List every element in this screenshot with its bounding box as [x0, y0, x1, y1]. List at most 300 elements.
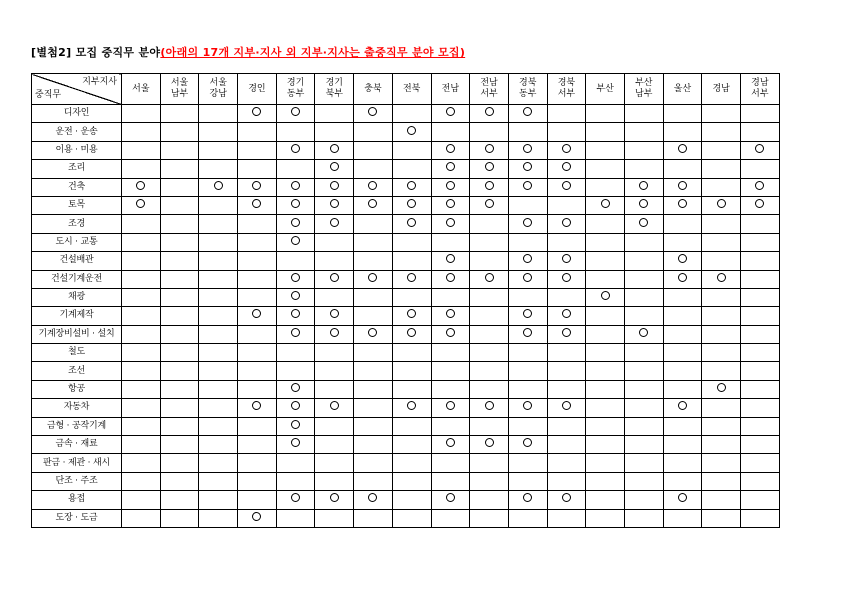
circle-mark-icon — [755, 199, 764, 208]
table-cell — [392, 344, 431, 362]
circle-mark-icon — [407, 328, 416, 337]
table-cell — [392, 454, 431, 472]
table-cell — [586, 399, 625, 417]
table-row — [32, 215, 780, 233]
table-cell — [199, 454, 238, 472]
table-cell — [741, 252, 780, 270]
table-cell — [508, 288, 547, 306]
circle-mark-icon — [291, 309, 300, 318]
table-row — [32, 178, 780, 196]
row-label: 도시 · 교통 — [32, 233, 122, 251]
table-cell — [199, 307, 238, 325]
column-header-label: 전남 — [480, 78, 498, 88]
circle-mark-icon — [485, 199, 494, 208]
table-cell — [276, 307, 315, 325]
column-header — [354, 74, 393, 105]
row-label: 토목 — [32, 196, 122, 214]
table-cell — [315, 362, 354, 380]
table-cell — [431, 233, 470, 251]
table-cell — [624, 417, 663, 435]
circle-mark-icon — [562, 254, 571, 263]
table-cell — [508, 252, 547, 270]
table-cell — [199, 215, 238, 233]
table-cell — [431, 436, 470, 454]
table-cell — [238, 436, 277, 454]
table-cell — [547, 417, 586, 435]
table-cell — [199, 380, 238, 398]
column-header — [741, 74, 780, 105]
table-cell — [741, 472, 780, 490]
table-cell — [431, 123, 470, 141]
circle-mark-icon — [523, 162, 532, 171]
table-cell — [431, 362, 470, 380]
table-cell — [354, 454, 393, 472]
table-cell — [238, 307, 277, 325]
table-cell — [586, 472, 625, 490]
table-cell — [160, 160, 199, 178]
table-cell — [508, 436, 547, 454]
column-header-label: 전북 — [402, 83, 421, 94]
table-cell — [354, 509, 393, 527]
circle-mark-icon — [291, 401, 300, 410]
table-cell — [470, 380, 509, 398]
table-cell — [276, 105, 315, 123]
table-cell — [122, 178, 161, 196]
table-cell — [624, 436, 663, 454]
table-cell — [276, 215, 315, 233]
table-cell — [315, 491, 354, 509]
table-cell — [315, 417, 354, 435]
circle-mark-icon — [446, 162, 455, 171]
table-cell — [431, 417, 470, 435]
table-cell — [238, 399, 277, 417]
table-cell — [741, 123, 780, 141]
circle-mark-icon — [368, 328, 377, 337]
table-cell — [160, 344, 199, 362]
table-cell — [431, 472, 470, 490]
table-cell — [470, 178, 509, 196]
table-cell — [741, 233, 780, 251]
table-cell — [663, 380, 702, 398]
circle-mark-icon — [330, 162, 339, 171]
table-cell — [160, 325, 199, 343]
table-cell — [547, 123, 586, 141]
table-row — [32, 472, 780, 490]
circle-mark-icon — [252, 401, 261, 410]
circle-mark-icon — [485, 144, 494, 153]
table-cell — [624, 270, 663, 288]
table-cell — [702, 141, 741, 159]
table-cell — [354, 105, 393, 123]
column-header-label: 경기 — [325, 78, 343, 88]
table-cell — [315, 233, 354, 251]
table-cell — [508, 270, 547, 288]
table-cell — [199, 491, 238, 509]
table-cell — [238, 380, 277, 398]
column-header — [702, 74, 741, 105]
table-cell — [354, 344, 393, 362]
table-cell — [702, 105, 741, 123]
table-cell — [741, 399, 780, 417]
table-cell — [122, 436, 161, 454]
table-cell — [624, 509, 663, 527]
table-cell — [663, 509, 702, 527]
table-cell — [354, 472, 393, 490]
circle-mark-icon — [562, 493, 571, 502]
table-cell — [238, 105, 277, 123]
table-cell — [508, 491, 547, 509]
table-cell — [122, 141, 161, 159]
table-cell — [470, 399, 509, 417]
circle-mark-icon — [562, 309, 571, 318]
table-cell — [470, 215, 509, 233]
table-cell — [122, 325, 161, 343]
column-header — [122, 74, 161, 105]
table-cell — [741, 417, 780, 435]
table-cell — [508, 417, 547, 435]
circle-mark-icon — [446, 199, 455, 208]
table-cell — [547, 160, 586, 178]
table-cell — [663, 233, 702, 251]
table-cell — [470, 196, 509, 214]
table-cell — [508, 454, 547, 472]
table-cell — [160, 105, 199, 123]
table-cell — [238, 325, 277, 343]
table-cell — [392, 252, 431, 270]
circle-mark-icon — [407, 199, 416, 208]
table-cell — [586, 123, 625, 141]
table-row — [32, 105, 780, 123]
table-cell — [702, 325, 741, 343]
table-cell — [122, 380, 161, 398]
table-cell — [238, 491, 277, 509]
table-cell — [199, 288, 238, 306]
table-cell — [392, 325, 431, 343]
table-cell — [547, 436, 586, 454]
table-cell — [508, 196, 547, 214]
table-cell — [663, 288, 702, 306]
circle-mark-icon — [368, 181, 377, 190]
table-row — [32, 307, 780, 325]
table-cell — [586, 436, 625, 454]
table-cell — [392, 160, 431, 178]
table-cell — [122, 288, 161, 306]
table-cell — [238, 215, 277, 233]
table-cell — [276, 178, 315, 196]
table-cell — [702, 307, 741, 325]
table-cell — [160, 491, 199, 509]
column-header-label: 부산 — [596, 83, 614, 94]
table-cell — [663, 160, 702, 178]
table-cell — [199, 436, 238, 454]
table-row — [32, 233, 780, 251]
table-cell — [547, 362, 586, 380]
circle-mark-icon — [407, 126, 416, 135]
table-cell — [586, 380, 625, 398]
table-cell — [586, 105, 625, 123]
table-cell — [431, 325, 470, 343]
table-cell — [741, 454, 780, 472]
table-cell — [508, 105, 547, 123]
row-label: 건설배관 — [32, 252, 122, 270]
table-cell — [354, 270, 393, 288]
table-cell — [508, 325, 547, 343]
table-cell — [392, 270, 431, 288]
table-cell — [276, 472, 315, 490]
table-cell — [238, 270, 277, 288]
table-cell — [354, 399, 393, 417]
table-cell — [586, 215, 625, 233]
column-header-label: 서부 — [480, 89, 498, 99]
table-cell — [315, 288, 354, 306]
column-header-label: 서울 — [170, 78, 189, 88]
table-cell — [431, 307, 470, 325]
table-cell — [663, 454, 702, 472]
column-header — [199, 74, 238, 105]
table-cell — [547, 399, 586, 417]
circle-mark-icon — [368, 273, 377, 282]
table-cell — [238, 509, 277, 527]
table-cell — [354, 417, 393, 435]
table-cell — [741, 344, 780, 362]
table-row — [32, 288, 780, 306]
table-row — [32, 399, 780, 417]
table-cell — [315, 344, 354, 362]
table-cell — [392, 215, 431, 233]
circle-mark-icon — [252, 181, 261, 190]
table-cell — [741, 160, 780, 178]
table-cell — [122, 509, 161, 527]
circle-mark-icon — [717, 383, 726, 392]
circle-mark-icon — [291, 236, 300, 245]
circle-mark-icon — [291, 107, 300, 116]
table-cell — [586, 178, 625, 196]
table-cell — [470, 105, 509, 123]
table-cell — [392, 196, 431, 214]
circle-mark-icon — [291, 291, 300, 300]
circle-mark-icon — [523, 254, 532, 263]
circle-mark-icon — [601, 291, 610, 300]
table-cell — [431, 491, 470, 509]
circle-mark-icon — [291, 438, 300, 447]
circle-mark-icon — [446, 328, 455, 337]
table-cell — [470, 123, 509, 141]
table-cell — [276, 454, 315, 472]
circle-mark-icon — [407, 309, 416, 318]
table-cell — [508, 178, 547, 196]
table-cell — [315, 436, 354, 454]
column-header-label: 서울 — [209, 78, 227, 88]
table-cell — [160, 454, 199, 472]
column-header-label: 동부 — [519, 89, 537, 99]
table-cell — [431, 215, 470, 233]
table-cell — [663, 215, 702, 233]
table-cell — [160, 288, 199, 306]
column-header — [586, 74, 625, 105]
table-cell — [392, 399, 431, 417]
circle-mark-icon — [562, 181, 571, 190]
column-header-label: 울산 — [673, 83, 692, 94]
table-cell — [392, 491, 431, 509]
column-header-label: 서부 — [557, 89, 576, 99]
table-cell — [276, 491, 315, 509]
circle-mark-icon — [601, 199, 610, 208]
table-cell — [586, 454, 625, 472]
table-cell — [122, 472, 161, 490]
circle-mark-icon — [407, 218, 416, 227]
table-cell — [702, 380, 741, 398]
table-cell — [160, 270, 199, 288]
circle-mark-icon — [291, 181, 300, 190]
table-cell — [624, 196, 663, 214]
table-cell — [276, 252, 315, 270]
table-cell — [586, 417, 625, 435]
table-cell — [624, 215, 663, 233]
table-cell — [470, 160, 509, 178]
table-cell — [702, 509, 741, 527]
table-cell — [238, 123, 277, 141]
table-cell — [586, 307, 625, 325]
table-cell — [470, 252, 509, 270]
circle-mark-icon — [639, 328, 648, 337]
table-cell — [276, 344, 315, 362]
table-cell — [276, 325, 315, 343]
table-row — [32, 123, 780, 141]
table-cell — [276, 399, 315, 417]
column-header — [663, 74, 702, 105]
table-cell — [122, 105, 161, 123]
table-cell — [431, 270, 470, 288]
table-cell — [663, 123, 702, 141]
table-cell — [160, 380, 199, 398]
table-cell — [238, 417, 277, 435]
column-header — [508, 74, 547, 105]
table-cell — [470, 344, 509, 362]
table-cell — [315, 160, 354, 178]
row-label: 자동차 — [32, 399, 122, 417]
table-cell — [470, 454, 509, 472]
row-label: 건축 — [32, 178, 122, 196]
circle-mark-icon — [523, 218, 532, 227]
table-cell — [122, 417, 161, 435]
circle-mark-icon — [214, 181, 223, 190]
table-cell — [663, 344, 702, 362]
table-cell — [741, 196, 780, 214]
table-cell — [702, 362, 741, 380]
table-cell — [547, 325, 586, 343]
title-prefix: [별첨2] 모집 중직무 분야 — [31, 46, 161, 59]
table-cell — [624, 307, 663, 325]
table-cell — [702, 454, 741, 472]
table-cell — [276, 380, 315, 398]
table-row — [32, 160, 780, 178]
table-cell — [354, 380, 393, 398]
table-cell — [508, 160, 547, 178]
table-cell — [663, 270, 702, 288]
circle-mark-icon — [252, 107, 261, 116]
table-cell — [431, 178, 470, 196]
table-cell — [702, 491, 741, 509]
circle-mark-icon — [485, 438, 494, 447]
circle-mark-icon — [639, 181, 648, 190]
table-cell — [315, 399, 354, 417]
table-cell — [663, 491, 702, 509]
table-cell — [547, 270, 586, 288]
table-cell — [160, 141, 199, 159]
table-cell — [199, 325, 238, 343]
table-cell — [392, 105, 431, 123]
circle-mark-icon — [639, 218, 648, 227]
circle-mark-icon — [330, 328, 339, 337]
table-cell — [276, 436, 315, 454]
row-label: 도장 · 도금 — [32, 509, 122, 527]
table-cell — [354, 307, 393, 325]
circle-mark-icon — [407, 401, 416, 410]
table-cell — [663, 399, 702, 417]
table-cell — [547, 141, 586, 159]
recruitment-table — [31, 73, 780, 528]
circle-mark-icon — [717, 273, 726, 282]
table-cell — [741, 215, 780, 233]
row-label: 이용 · 미용 — [32, 141, 122, 159]
circle-mark-icon — [368, 493, 377, 502]
table-cell — [315, 307, 354, 325]
table-cell — [354, 288, 393, 306]
circle-mark-icon — [446, 254, 455, 263]
table-cell — [470, 141, 509, 159]
circle-mark-icon — [136, 199, 145, 208]
table-cell — [122, 196, 161, 214]
circle-mark-icon — [678, 273, 687, 282]
table-cell — [238, 160, 277, 178]
circle-mark-icon — [523, 401, 532, 410]
circle-mark-icon — [562, 144, 571, 153]
table-cell — [276, 288, 315, 306]
table-cell — [741, 105, 780, 123]
row-label: 판금 · 제관 · 새시 — [32, 454, 122, 472]
column-header-label: 북부 — [325, 89, 343, 99]
column-header — [238, 74, 277, 105]
table-cell — [470, 509, 509, 527]
table-cell — [741, 509, 780, 527]
table-cell — [586, 288, 625, 306]
table-cell — [508, 399, 547, 417]
circle-mark-icon — [291, 493, 300, 502]
table-cell — [431, 160, 470, 178]
circle-mark-icon — [678, 199, 687, 208]
circle-mark-icon — [136, 181, 145, 190]
table-cell — [624, 288, 663, 306]
table-cell — [586, 491, 625, 509]
circle-mark-icon — [291, 144, 300, 153]
table-cell — [547, 380, 586, 398]
circle-mark-icon — [523, 309, 532, 318]
table-cell — [392, 472, 431, 490]
document-title — [31, 44, 465, 60]
table-cell — [547, 307, 586, 325]
table-cell — [624, 362, 663, 380]
table-cell — [122, 160, 161, 178]
table-cell — [276, 417, 315, 435]
circle-mark-icon — [252, 512, 261, 521]
table-cell — [431, 105, 470, 123]
table-cell — [702, 288, 741, 306]
table-cell — [547, 105, 586, 123]
table-cell — [741, 436, 780, 454]
table-cell — [354, 436, 393, 454]
circle-mark-icon — [485, 401, 494, 410]
table-cell — [276, 362, 315, 380]
